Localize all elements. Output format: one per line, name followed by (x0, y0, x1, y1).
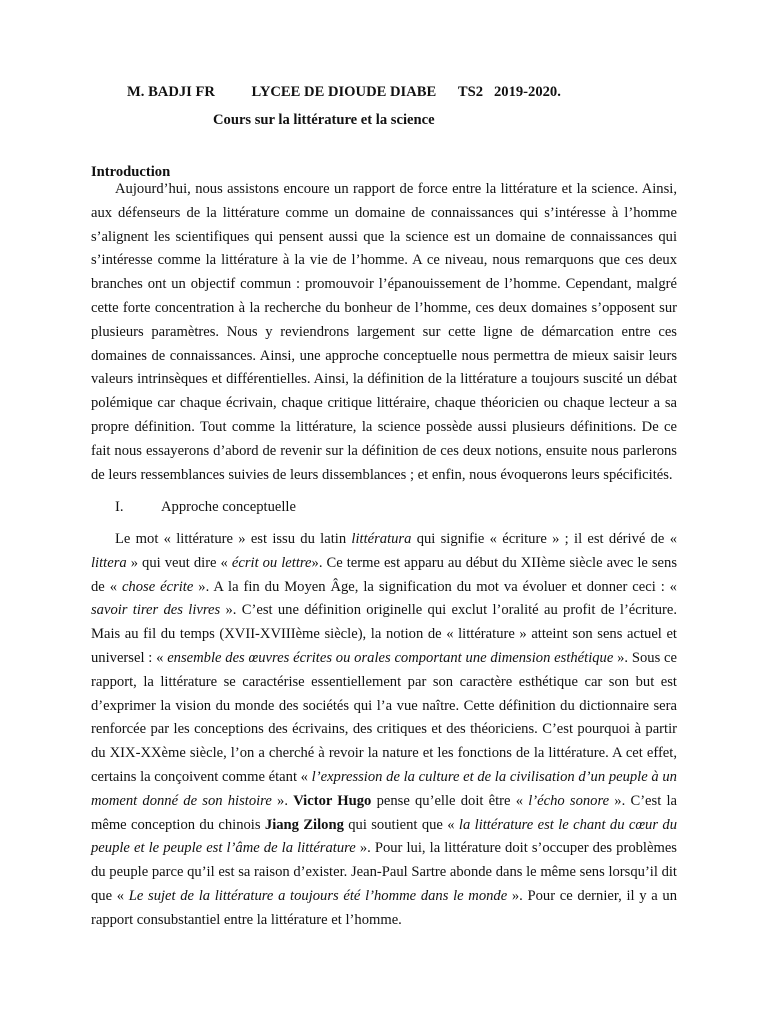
text-run: ». (271, 792, 294, 809)
section-number: I. (115, 499, 124, 515)
latin-term: littera (91, 554, 127, 571)
quotation: la littérature est le chant du cœur du peuple et le peuple est l’âme de la littérature (91, 816, 677, 857)
text-run: ». Pour lui, la littérature doit s’occuper des problèmes du peuple parce qu’il est sa raison d’exister. Jean-Paul Sartre abonde dans le même sens lorsqu’il dit que « (91, 840, 677, 904)
quotation: écrit ou lettre (231, 554, 312, 571)
quotation: l’écho sonore (528, 792, 610, 809)
quotation: l’expression de la culture et de la civilisation d’un peuple à un moment donné de son histoire (91, 768, 677, 809)
document-title: Cours sur la littérature et la science (213, 112, 435, 128)
class-name: TS2 (457, 84, 484, 100)
text-run: ». C’est la même conception du chinois (91, 792, 678, 833)
text-run: ». Ce terme est apparu au début du XIIème siècle avec le sens de « (91, 554, 678, 595)
text-run: qui soutient que « (343, 816, 459, 833)
introduction-paragraph: Aujourd’hui, nous assistons encoure un rapport de force entre la littérature et la science. Ainsi, aux défenseurs de la littérature comme un domaine de connaissances qui s’intéresse à l’homme s’alignent les scientifiques qui pensent aussi que la science est un domaine de connaissances qui s’intéresse comme la littérature à la vie de l’homme. A ce niveau, nous remarquons que ces deux branches ont un objectif commun : promouvoir l’épanouissement de l’homme. Cependant, malgré cette forte concentration à la recherche du bonheur de l’homme, ces deux domaines s’opposent sur plusieurs paramètres. Nous y reviendrons largement sur cette ligne de démarcation entre ces domaines de connaissances. Ainsi, une approche conceptuelle nous permettra de mieux saisir leurs valeurs intrinsèques et différentielles. Ainsi, la définition de la littérature a toujours suscité un débat polémique car chaque écrivain, chaque critique littéraire, chaque théoricien ou chaque lecteur a sa propre définition. Tout comme la littérature, la science possède aussi plusieurs définitions. De ce fait nous essayerons d’abord de revenir sur la définition de ces deux notions, ensuite nous parlerons de leurs ressemblances suivies de leurs dissemblances ; et enfin, nous évoquerons leurs spécificités. (91, 181, 677, 483)
author-name: M. BADJI FR (127, 84, 215, 100)
text-run: qui signifie « écriture » ; il est dérivé de « (411, 531, 677, 547)
quotation: chose écrite (121, 578, 194, 595)
text-run: ». C’est une définition originelle qui exclut l’oralité au profit de l’écriture. Mais au fil du temps (XVII-XVIIIème siècle), la notion de « littérature » atteint son sens actuel et universel : « (91, 602, 678, 666)
text-run: ». A la fin du Moyen Âge, la signification du mot va évoluer et donner ceci : « (193, 578, 677, 595)
latin-term: littératura (351, 531, 412, 547)
text-run: ». Pour ce dernier, il y a un rapport consubstantiel entre la littérature et l’homme. (91, 887, 677, 928)
quotation: savoir tirer des livres (91, 602, 221, 619)
text-run: ». Sous ce rapport, la littérature se caractérise essentiellement par son caractère esthétique car son but est d’exprimer la vision du monde des sociétés qui l’a vue naître. Cette définition du dictionnaire sera renforcée par les conceptions des écrivains, des critiques et des théoriciens. C’est pourquoi à partir du XIX-XXème siècle, l’on a cherché à revoir la nature et les fonctions de la littérature. A cet effet, certains la conçoivent comme étant « (91, 649, 677, 785)
author-reference: Victor Hugo (293, 792, 372, 809)
school-name: LYCEE DE DIOUDE DIABE (251, 84, 437, 100)
section-title: Approche conceptuelle (161, 499, 296, 515)
document-header (127, 84, 561, 101)
school-year: 2019-2020. (493, 84, 561, 100)
introduction-heading: Introduction (91, 164, 171, 180)
text-run: pense qu’elle doit être « (371, 792, 529, 809)
text-run: » qui veut dire « (126, 554, 232, 571)
section-heading (115, 499, 296, 516)
quotation: Le sujet de la littérature a toujours été l’homme dans le monde (128, 887, 508, 904)
quotation: ensemble des œuvres écrites ou orales comportant une dimension esthétique (167, 649, 614, 666)
definition-paragraph (91, 528, 677, 933)
author-reference: Jiang Zilong (264, 816, 344, 833)
text-run: Le mot « littérature » est issu du latin (115, 531, 352, 547)
